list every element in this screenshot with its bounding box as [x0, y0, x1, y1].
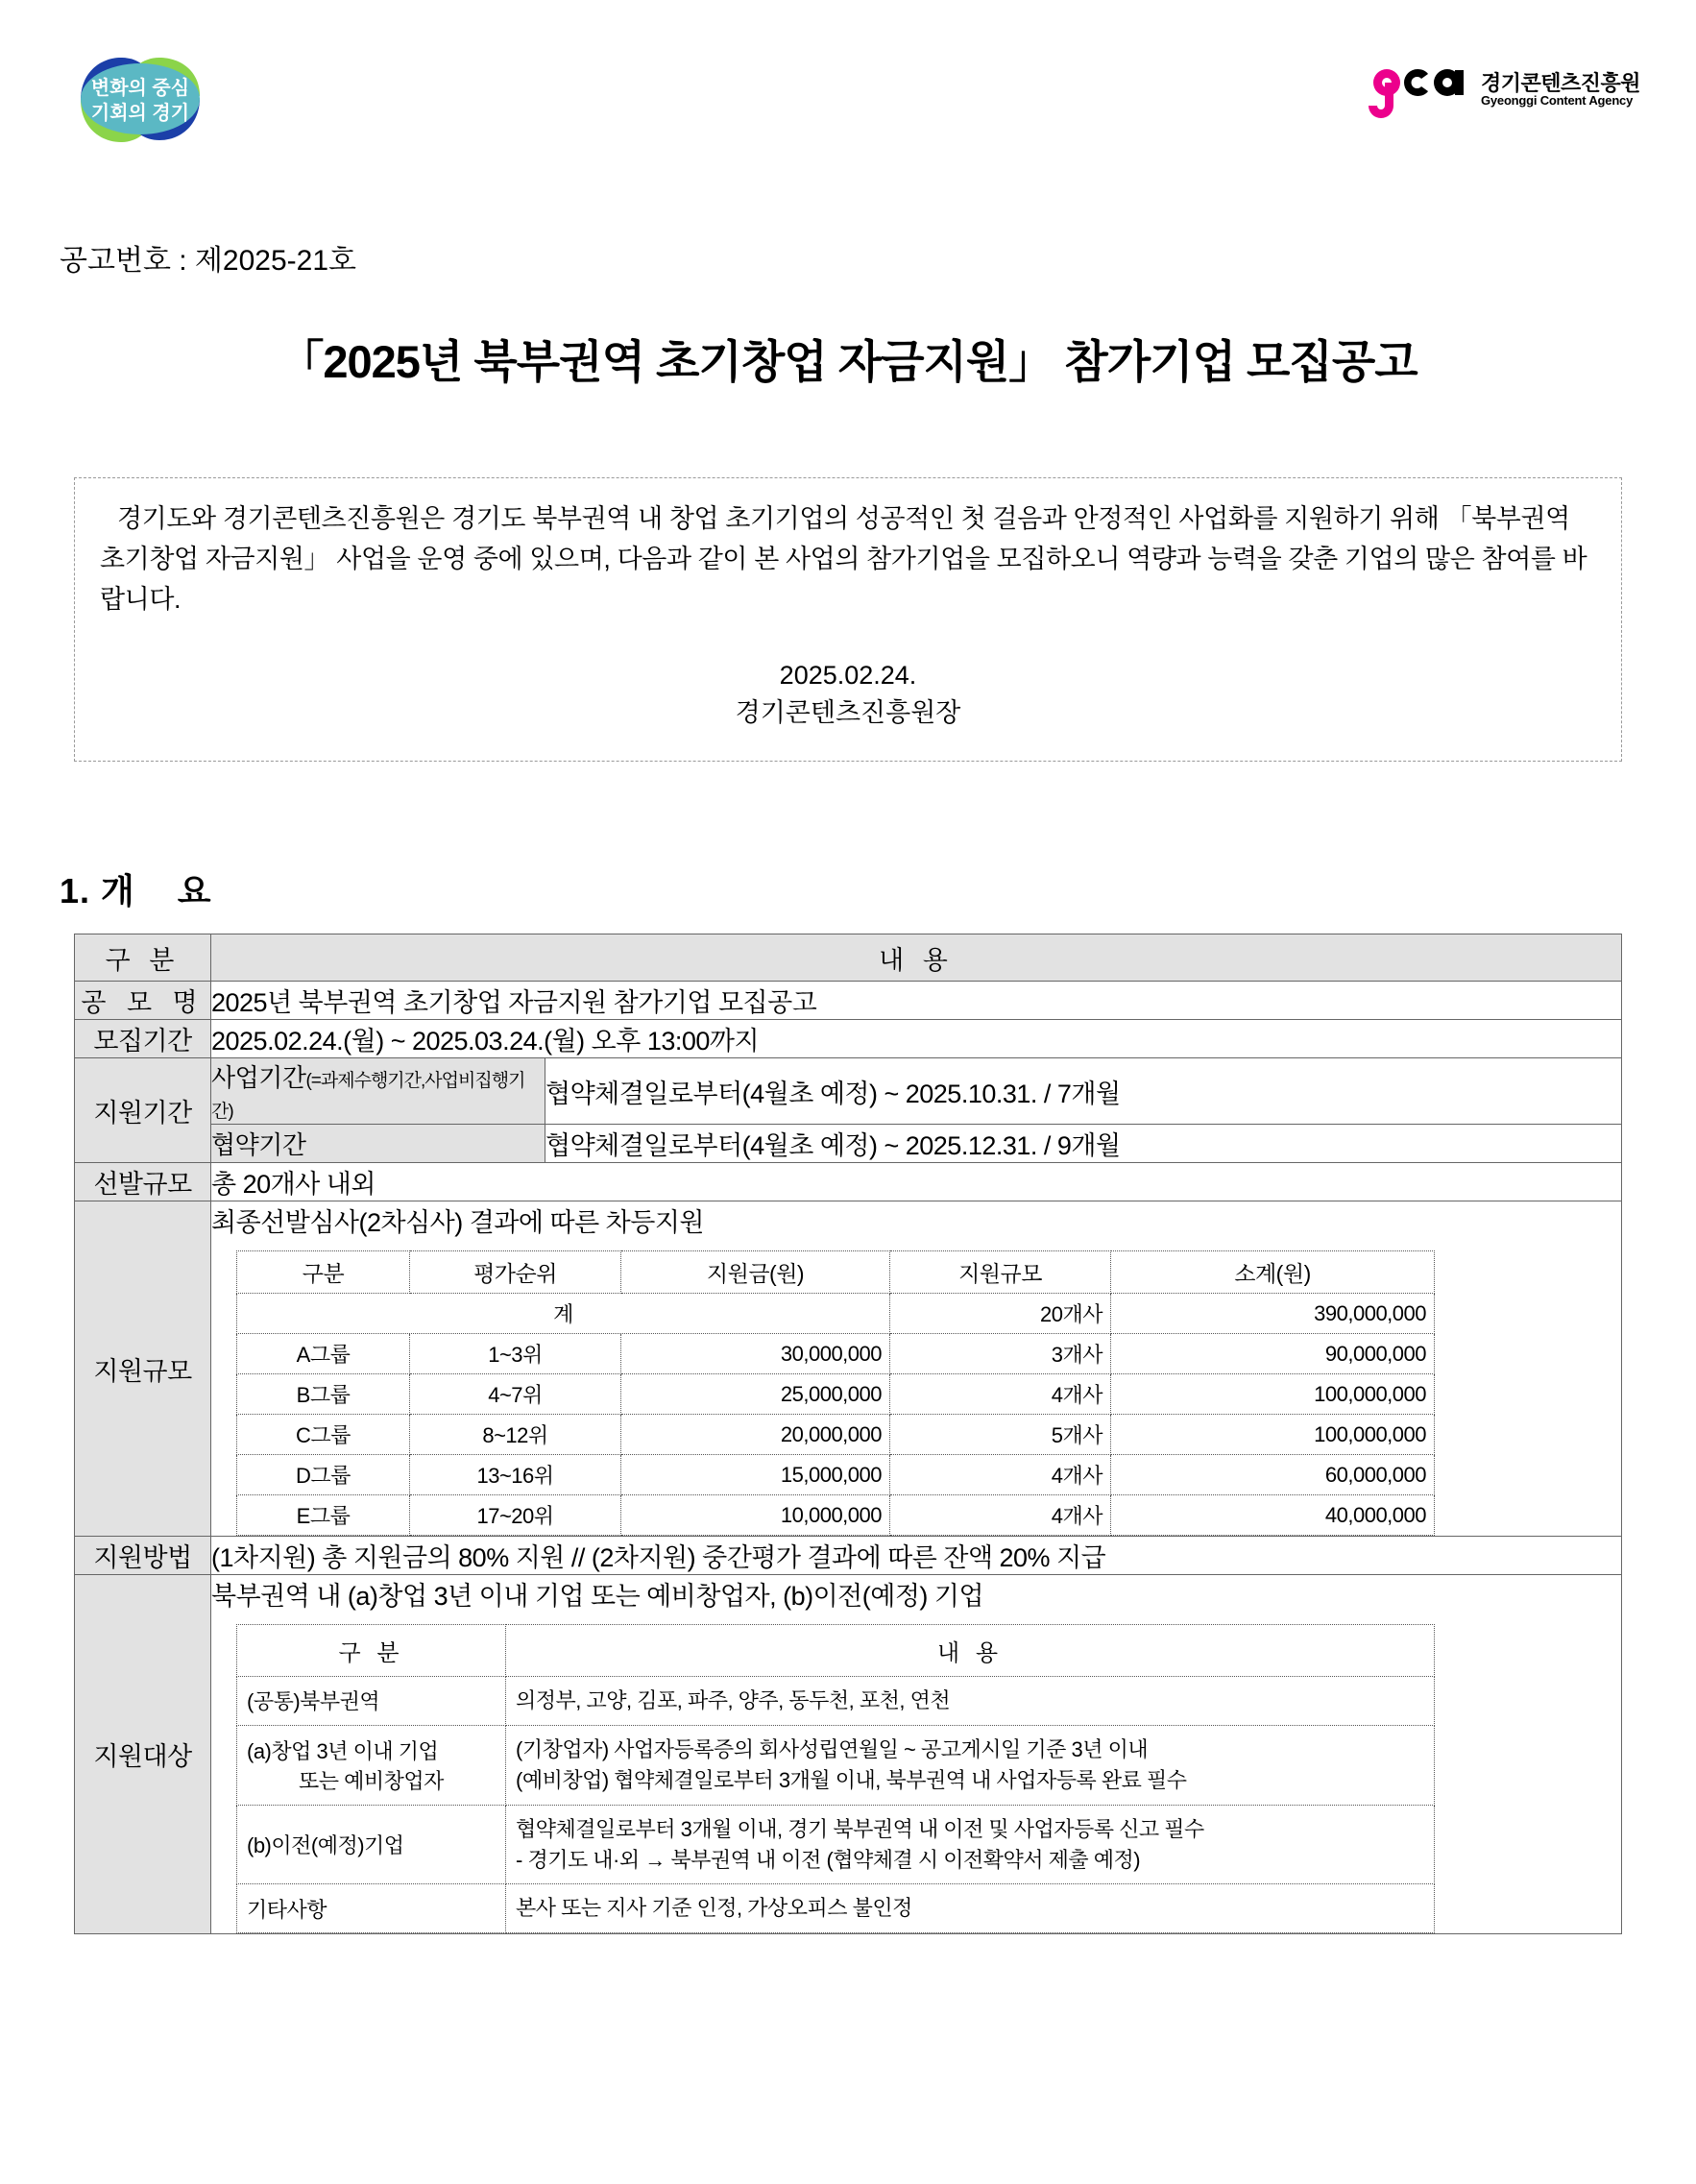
- total-count: 20개사: [890, 1294, 1111, 1334]
- support-target-table: [236, 1624, 1435, 1933]
- gca-logo-ko: 경기콘텐츠진흥원: [1480, 70, 1640, 95]
- gca-logo-en: Gyeonggi Content Agency: [1480, 92, 1634, 108]
- group-name: C그룹: [237, 1415, 410, 1455]
- total-label: 계: [237, 1294, 890, 1334]
- group-rank: 8~12위: [410, 1415, 621, 1455]
- table-row: [237, 1884, 1435, 1933]
- sub-label-business-period: [211, 1058, 545, 1125]
- gg-logo-line2: 기회의 경기: [90, 103, 190, 124]
- table-row-recruit-period: [75, 1020, 1622, 1058]
- table-row-support-target: [75, 1575, 1622, 1934]
- table-row: [237, 1495, 1435, 1536]
- column-header-content: 내 용: [211, 934, 1622, 982]
- group-amount: 20,000,000: [621, 1415, 890, 1455]
- intro-paragraph: 경기도와 경기콘텐츠진흥원은 경기도 북부권역 내 창업 초기기업의 성공적인 첫 걸음과 안정적인 사업화를 지원하기 위해 「북부권역 초기창업 자금지원」 사업을 운영 중에 있으며, 다음과 같이 본 사업의 참가기업을 모집하오니 역량과 능력을 갖춘 기업의 많은 참여를 바랍니다.: [100, 504, 1587, 614]
- group-subtotal: 90,000,000: [1111, 1334, 1435, 1374]
- support-scale-header-row: [237, 1251, 1435, 1294]
- table-row: [237, 1677, 1435, 1726]
- group-count: 4개사: [890, 1374, 1111, 1415]
- col-header-target-division: 구 분: [237, 1625, 506, 1677]
- row-value-program-name: 2025년 북부권역 초기창업 자금지원 참가기업 모집공고: [211, 982, 1622, 1020]
- group-name: D그룹: [237, 1455, 410, 1495]
- table-row-program-name: [75, 982, 1622, 1020]
- group-amount: 10,000,000: [621, 1495, 890, 1536]
- row-label-recruit-period: 모집기간: [75, 1020, 211, 1058]
- row-label-support-method: 지원방법: [75, 1537, 211, 1575]
- table-row: [237, 1725, 1435, 1805]
- row-label-program-name: 공 모 명: [75, 982, 211, 1020]
- table-row-support-period-business: [75, 1058, 1622, 1125]
- row-value-recruit-period: 2025.02.24.(월) ~ 2025.03.24.(월) 오후 13:00까지: [211, 1020, 1622, 1058]
- group-rank: 4~7위: [410, 1374, 621, 1415]
- target-label-line1: (a)창업 3년 이내 기업: [247, 1738, 439, 1763]
- target-value: [506, 1725, 1435, 1805]
- group-rank: 17~20위: [410, 1495, 621, 1536]
- target-value: 본사 또는 지사 기준 인정, 가상오피스 불인정: [506, 1884, 1435, 1933]
- intro-organization: 경기콘텐츠진흥원장: [735, 697, 961, 727]
- support-target-lead: 북부권역 내 (a)창업 3년 이내 기업 또는 예비창업자, (b)이전(예정) 기업: [211, 1582, 984, 1611]
- group-subtotal: 100,000,000: [1111, 1415, 1435, 1455]
- group-amount: 25,000,000: [621, 1374, 890, 1415]
- sub-label-business-period-main: 사업기간: [211, 1063, 306, 1092]
- table-row: [237, 1374, 1435, 1415]
- row-value-support-target: [211, 1575, 1622, 1934]
- target-value-line1: (기창업자) 사업자등록증의 회사성립연월일 ~ 공고게시일 기준 3년 이내: [516, 1736, 1149, 1761]
- table-row-selection-scale: [75, 1163, 1622, 1201]
- col-header-group: 구분: [237, 1251, 410, 1294]
- target-value-line2: (예비창업) 협약체결일로부터 3개월 이내, 북부권역 내 사업자등록 완료 필수: [516, 1767, 1187, 1792]
- column-header-division: 구 분: [75, 934, 211, 982]
- row-value-selection-scale: 총 20개사 내외: [211, 1163, 1622, 1201]
- sub-value-business-period: 협약체결일로부터(4월초 예정) ~ 2025.10.31. / 7개월: [545, 1058, 1622, 1125]
- group-subtotal: 40,000,000: [1111, 1495, 1435, 1536]
- gca-mark-icon: [1358, 60, 1471, 119]
- sub-value-agreement-period: 협약체결일로부터(4월초 예정) ~ 2025.12.31. / 9개월: [545, 1125, 1622, 1163]
- notice-number: 공고번호 : 제2025-21호: [60, 245, 356, 277]
- row-label-support-scale: 지원규모: [75, 1201, 211, 1537]
- row-label-selection-scale: 선발규모: [75, 1163, 211, 1201]
- intro-box: [74, 477, 1622, 762]
- gg-logo-line1: 변화의 중심: [90, 78, 190, 99]
- group-rank: 1~3위: [410, 1334, 621, 1374]
- document-header: [0, 46, 1696, 152]
- sub-label-business-period-note: (=과제수행기간,사업비집행기간): [211, 1071, 525, 1122]
- overview-table: [74, 934, 1622, 1934]
- target-label: (공통)북부권역: [237, 1677, 506, 1726]
- target-value: [506, 1805, 1435, 1884]
- support-scale-lead: 최종선발심사(2차심사) 결과에 따른 차등지원: [211, 1208, 704, 1237]
- group-name: A그룹: [237, 1334, 410, 1374]
- row-label-support-period: 지원기간: [75, 1058, 211, 1163]
- group-count: 3개사: [890, 1334, 1111, 1374]
- support-scale-total-row: [237, 1294, 1435, 1334]
- row-value-support-method: (1차지원) 총 지원금의 80% 지원 // (2차지원) 중간평가 결과에 따른 잔액 20% 지급: [211, 1537, 1622, 1575]
- table-row: [237, 1805, 1435, 1884]
- group-name: B그룹: [237, 1374, 410, 1415]
- target-label: (b)이전(예정)기업: [237, 1805, 506, 1884]
- table-row: [237, 1415, 1435, 1455]
- col-header-count: 지원규모: [890, 1251, 1111, 1294]
- gyeonggi-province-logo-icon: [60, 46, 221, 150]
- table-row-support-scale: [75, 1201, 1622, 1537]
- group-subtotal: 60,000,000: [1111, 1455, 1435, 1495]
- target-label-line2: 또는 예비창업자: [299, 1768, 444, 1793]
- page-title: 「2025년 북부권역 초기창업 자금지원」 참가기업 모집공고: [279, 336, 1417, 387]
- group-name: E그룹: [237, 1495, 410, 1536]
- row-value-support-scale: [211, 1201, 1622, 1537]
- support-target-header-row: [237, 1625, 1435, 1677]
- total-subtotal: 390,000,000: [1111, 1294, 1435, 1334]
- group-amount: 15,000,000: [621, 1455, 890, 1495]
- group-rank: 13~16위: [410, 1455, 621, 1495]
- group-amount: 30,000,000: [621, 1334, 890, 1374]
- table-header-row: [75, 934, 1622, 982]
- row-label-support-target: 지원대상: [75, 1575, 211, 1934]
- col-header-subtotal: 소계(원): [1111, 1251, 1435, 1294]
- gca-logo: [1358, 60, 1640, 119]
- group-count: 4개사: [890, 1495, 1111, 1536]
- table-row: [237, 1455, 1435, 1495]
- target-label: 기타사항: [237, 1884, 506, 1933]
- section-heading-overview: 1. 개 요: [60, 871, 212, 910]
- group-subtotal: 100,000,000: [1111, 1374, 1435, 1415]
- target-value-line2: - 경기도 내·외 → 북부권역 내 이전 (협약체결 시 이전확약서 제출 예정): [516, 1847, 1141, 1872]
- intro-date: 2025.02.24.: [779, 660, 917, 690]
- support-scale-table: [236, 1250, 1435, 1536]
- table-row: [237, 1334, 1435, 1374]
- table-row-support-method: [75, 1537, 1622, 1575]
- sub-label-agreement-period: 협약기간: [211, 1125, 545, 1163]
- target-value: 의정부, 고양, 김포, 파주, 양주, 동두천, 포천, 연천: [506, 1677, 1435, 1726]
- group-count: 4개사: [890, 1455, 1111, 1495]
- col-header-rank: 평가순위: [410, 1251, 621, 1294]
- table-row-support-period-agreement: [75, 1125, 1622, 1163]
- target-value-line1: 협약체결일로부터 3개월 이내, 경기 북부권역 내 이전 및 사업자등록 신고 필수: [516, 1816, 1204, 1841]
- target-label: [237, 1725, 506, 1805]
- group-count: 5개사: [890, 1415, 1111, 1455]
- col-header-target-content: 내 용: [506, 1625, 1435, 1677]
- col-header-amount: 지원금(원): [621, 1251, 890, 1294]
